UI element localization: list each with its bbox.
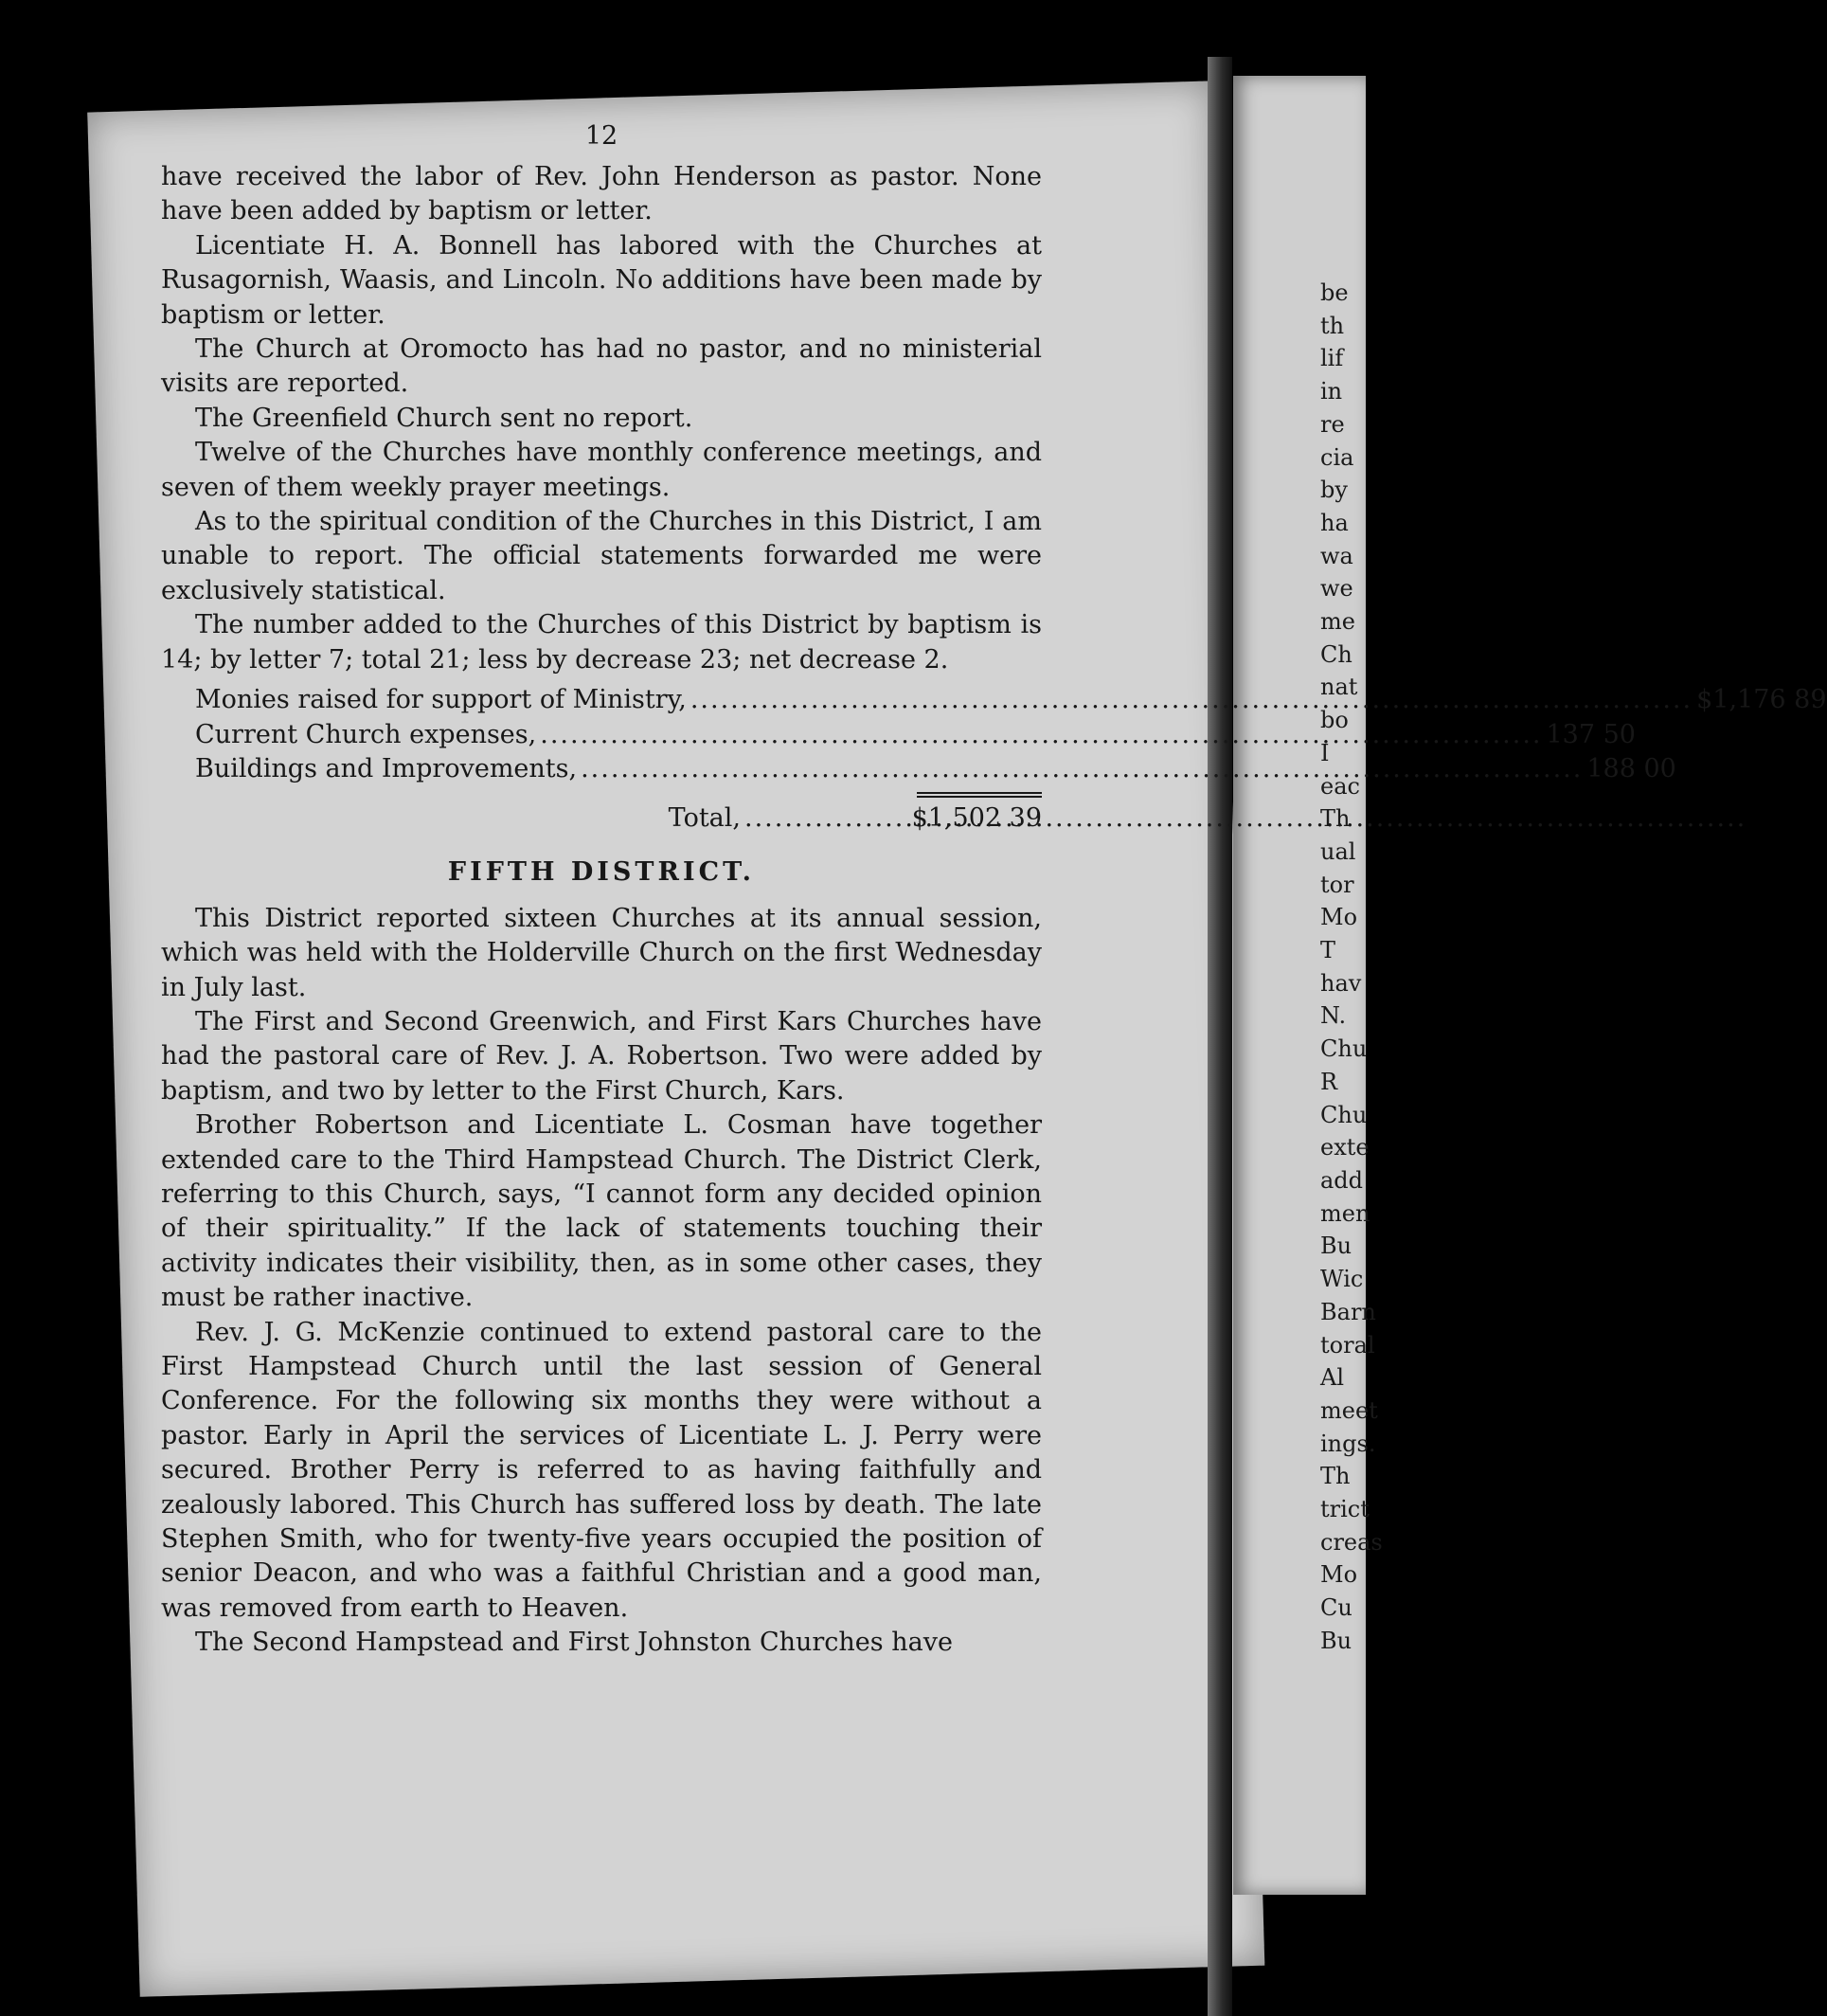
facing-line-fragment: lif bbox=[1320, 345, 1344, 372]
ledger-amount: $1,176 89 bbox=[1696, 685, 1827, 715]
paragraph: The Second Hampstead and First Johnston Churches have bbox=[195, 1628, 953, 1658]
facing-line-fragment: bo bbox=[1320, 707, 1349, 734]
ledger-label: Current Church expenses, bbox=[195, 719, 537, 749]
paragraph: have received the labor of Rev. John Henderson as pastor. None have been added by baptism or letter. bbox=[161, 162, 1042, 226]
facing-line-fragment: trict bbox=[1320, 1496, 1370, 1523]
facing-line-fragment: meet bbox=[1320, 1396, 1378, 1424]
book-gutter bbox=[1208, 57, 1232, 2016]
facing-line-fragment: hav bbox=[1320, 969, 1362, 997]
facing-line-fragment: Cu bbox=[1320, 1594, 1352, 1622]
paragraph: The First and Second Greenwich, and First Kars Churches have had the pastoral care of Rev. J. A. Robertson. Two were added by baptism, and two by letter to the First Church, Kars. bbox=[161, 1006, 1042, 1106]
paragraph: Twelve of the Churches have monthly conference meetings, and seven of them weekly prayer meetings. bbox=[161, 438, 1042, 502]
facing-line-fragment: we bbox=[1320, 575, 1353, 603]
total-label: Total, bbox=[668, 803, 741, 834]
facing-line-fragment: ings. bbox=[1320, 1430, 1376, 1457]
facing-line-fragment: R bbox=[1320, 1068, 1338, 1095]
facing-line-fragment: Barn bbox=[1320, 1298, 1376, 1325]
facing-line-fragment: Chu bbox=[1320, 1035, 1368, 1063]
facing-line-fragment: men bbox=[1320, 1199, 1370, 1227]
facing-line-fragment: Mo bbox=[1320, 904, 1358, 931]
page-number: 12 bbox=[584, 121, 618, 151]
facing-line-fragment: be bbox=[1320, 279, 1349, 306]
ledger-label: Monies raised for support of Ministry, bbox=[195, 685, 687, 715]
facing-line-fragment: me bbox=[1320, 608, 1355, 636]
text-block-bottom bbox=[161, 902, 1042, 1661]
facing-line-fragment: exte bbox=[1320, 1134, 1370, 1161]
paragraph: The number added to the Churches of this District by baptism is 14; by letter 7; total 21; less by decrease 23; net decrease 2. bbox=[161, 610, 1042, 675]
facing-line-fragment: ual bbox=[1320, 837, 1356, 865]
facing-page-text-fragments bbox=[1320, 277, 1383, 1658]
facing-line-fragment: toral bbox=[1320, 1331, 1375, 1359]
facing-line-fragment: Ch bbox=[1320, 640, 1352, 668]
facing-line-fragment: Wic bbox=[1320, 1266, 1364, 1293]
facing-line-fragment: re bbox=[1320, 410, 1345, 438]
text-block-top bbox=[161, 160, 1042, 677]
paragraph: The Greenfield Church sent no report. bbox=[195, 403, 693, 433]
paragraph: Licentiate H. A. Bonnell has labored with the Churches at Rusagornish, Waasis, and Lincoln. No additions have been made by baptism or letter. bbox=[161, 230, 1042, 330]
facing-line-fragment: th bbox=[1320, 312, 1345, 339]
facing-line-fragment: I bbox=[1320, 739, 1330, 766]
facing-line-fragment: Th bbox=[1320, 1463, 1351, 1490]
facing-line-fragment: wa bbox=[1320, 542, 1353, 569]
facing-line-fragment: Th bbox=[1320, 805, 1351, 833]
paragraph: This District reported sixteen Churches at its annual session, which was held with the Holderville Church on the first Wednesday in July last. bbox=[161, 903, 1042, 1002]
facing-line-fragment: nat bbox=[1320, 674, 1358, 701]
total-amount: $1,502 39 bbox=[911, 803, 1042, 834]
facing-line-fragment: Bu bbox=[1320, 1233, 1352, 1260]
leader-dots bbox=[581, 752, 1583, 786]
facing-line-fragment: N. bbox=[1320, 1002, 1347, 1030]
facing-line-fragment: Mo bbox=[1320, 1561, 1358, 1589]
facing-line-fragment: T bbox=[1320, 937, 1336, 964]
facing-line-fragment: creas bbox=[1320, 1528, 1383, 1556]
ledger-amount: 137 50 bbox=[1546, 719, 1636, 749]
leader-dots bbox=[744, 801, 896, 836]
paragraph: Rev. J. G. McKenzie continued to extend pastoral care to the First Hampstead Church until the last session of General Conference. For the following six months they were without a pastor. Early in April the services of Licentiate L. J. Perry were secured. Brother Perry is referred to as having faithfully and zealously labored. This Church has suffered loss by death. The late Stephen Smith, who for twenty-five years occupied the position of senior Deacon, and who was a faithful Christian and a good man, was removed from earth to Heaven. bbox=[161, 1317, 1042, 1623]
facing-line-fragment: by bbox=[1320, 477, 1348, 504]
total-rule bbox=[917, 792, 1042, 798]
facing-line-fragment: eac bbox=[1320, 772, 1360, 800]
ledger-total-row bbox=[195, 801, 1042, 836]
paragraph: As to the spiritual condition of the Churches in this District, I am unable to report. The official statements forwarded me were exclusively statistical. bbox=[161, 507, 1042, 605]
paragraph: The Church at Oromocto has had no pastor, and no ministerial visits are reported. bbox=[161, 334, 1042, 399]
facing-line-fragment: ha bbox=[1320, 509, 1349, 536]
ledger-amount: 188 00 bbox=[1586, 753, 1676, 783]
facing-line-fragment: tor bbox=[1320, 871, 1354, 898]
leader-dots bbox=[690, 683, 1693, 717]
facing-line-fragment: add bbox=[1320, 1166, 1364, 1194]
facing-line-fragment: Al bbox=[1320, 1364, 1345, 1392]
facing-line-fragment: cia bbox=[1320, 443, 1354, 471]
facing-line-fragment: Chu bbox=[1320, 1101, 1368, 1128]
leader-dots bbox=[540, 718, 1542, 752]
paragraph: Brother Robertson and Licentiate L. Cosman have together extended care to the Third Hampstead Church. The District Clerk, referring to this Church, says, “I cannot form any decided opinion of their spirituality.” If the lack of statements touching their activity indicates their visibility, then, as in some other cases, they must be rather inactive. bbox=[161, 1110, 1042, 1313]
facing-line-fragment: Bu bbox=[1320, 1627, 1352, 1654]
ledger-label: Buildings and Improvements, bbox=[195, 753, 578, 783]
facing-line-fragment: in bbox=[1320, 378, 1343, 405]
section-heading: FIFTH DISTRICT. bbox=[447, 856, 756, 887]
